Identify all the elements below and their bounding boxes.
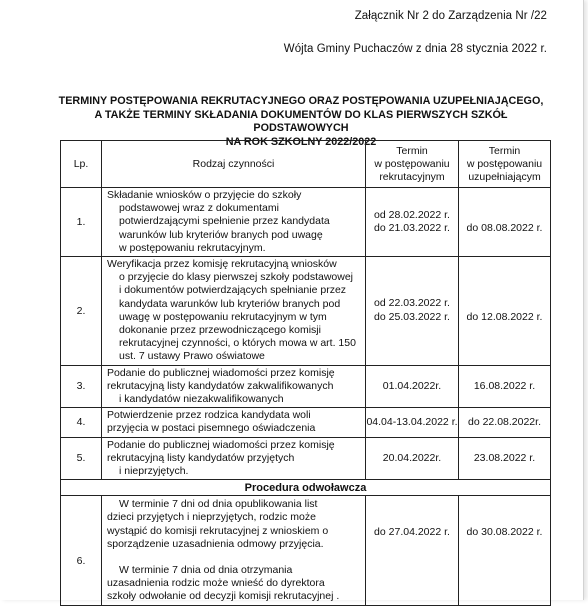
row-number: 1. — [61, 188, 102, 257]
row-number: 4. — [61, 408, 102, 437]
supplementary-term: 23.08.2022 r. — [459, 437, 551, 480]
schedule-table — [60, 140, 551, 606]
main-term: 01.04.2022r. — [366, 365, 459, 408]
table-row — [61, 257, 551, 366]
section-row — [61, 480, 551, 496]
table-row — [61, 188, 551, 257]
main-term: 04.04-13.04.2022 r. — [366, 408, 459, 437]
section-title: Procedura odwoławcza — [61, 480, 551, 496]
activity-text: Potwierdzenie przez rodzica kandydata woli przyjęcia w postaci pisemnego oświadczenia — [102, 408, 366, 437]
activity-text: Weryfikacja przez komisję rekrutacyjną wniosków o przyjęcie do klasy pierwszej szkoły podstawowej i dokumentów potwierdzających spełnianie przez kandydata warunków lub kryteriów branych pod uwagę w postępowaniu rekrutacyjnym w tym dokonanie przez przewodniczącego komisji rekrutacyjnej czynności, o których mowa w art. 150 ust. 7 ustawy Prawo oświatowe — [102, 257, 366, 366]
supplementary-term: do 30.08.2022 r. — [459, 496, 551, 605]
table-header-row — [61, 141, 551, 188]
activity-text: Podanie do publicznej wiadomości przez komisję rekrutacyjną listy kandydatów przyjętych i nieprzyjętych. — [102, 437, 366, 480]
title-line-2: A TAKŻE TERMINY SKŁADANIA DOKUMENTÓW DO KLAS PIERWSZYCH SZKÓŁ PODSTAWOWYCH — [94, 108, 508, 134]
title-line-1: TERMINY POSTĘPOWANIA REKRUTACYJNEGO ORAZ POSTĘPOWANIA UZUPEŁNIAJĄCEGO, — [58, 95, 544, 107]
row-number: 3. — [61, 365, 102, 408]
table-row — [61, 496, 551, 605]
annex-line: Załącznik Nr 2 do Zarządzenia Nr /22 — [354, 10, 547, 22]
supplementary-term: do 22.08.2022r. — [459, 408, 551, 437]
activity-text: Podanie do publicznej wiadomości przez komisję rekrutacyjną listy kandydatów zakwalifikowanych i kandydatów niezakwalifikowanych — [102, 365, 366, 408]
header-main-term: Termin w postępowaniu rekrutacyjnym — [366, 141, 459, 188]
header-lp: Lp. — [61, 141, 102, 188]
supplementary-term: 16.08.2022 r. — [459, 365, 551, 408]
row-number: 5. — [61, 437, 102, 480]
header-activity: Rodzaj czynności — [102, 141, 366, 188]
main-term: od 28.02.2022 r. do 21.03.2022 r. — [366, 188, 459, 257]
row-number: 2. — [61, 257, 102, 366]
activity-text: W terminie 7 dni od dnia opublikowania list dzieci przyjętych i nieprzyjętych, rodzic może wystąpić do komisji rekrutacyjnej z wnioskiem o sporządzenie uzasadnienia odmowy przyjęcia. W terminie 7 dnia od dnia otrzymania uzasadnienia rodzic może wnieść do dyrektora szkoły odwołanie od decyzji komisji rekrutacyjnej . — [102, 496, 366, 605]
issuer-line: Wójta Gminy Puchaczów z dnia 28 stycznia 2022 r. — [283, 43, 547, 55]
supplementary-term: do 08.08.2022 r. — [459, 188, 551, 257]
row-number: 6. — [61, 496, 102, 605]
main-term: 20.04.2022r. — [366, 437, 459, 480]
title-line-3: NA ROK SZKOLNY 2022/2022 — [225, 135, 377, 148]
main-term: do 27.04.2022 r. — [366, 496, 459, 605]
table-row — [61, 408, 551, 437]
header-supplementary-term: Termin w postępowaniu uzupełniającym — [459, 141, 551, 188]
supplementary-term: do 12.08.2022 r. — [459, 257, 551, 366]
table-row — [61, 437, 551, 480]
table-row — [61, 365, 551, 408]
main-term: od 22.03.2022 r. do 25.03.2022 r. — [366, 257, 459, 366]
activity-text: Składanie wniosków o przyjęcie do szkoły podstawowej wraz z dokumentami potwierdzającymi spełnienie przez kandydata warunków lub kryteriów branych pod uwagę w postępowaniu rekrutacyjnym. — [102, 188, 366, 257]
